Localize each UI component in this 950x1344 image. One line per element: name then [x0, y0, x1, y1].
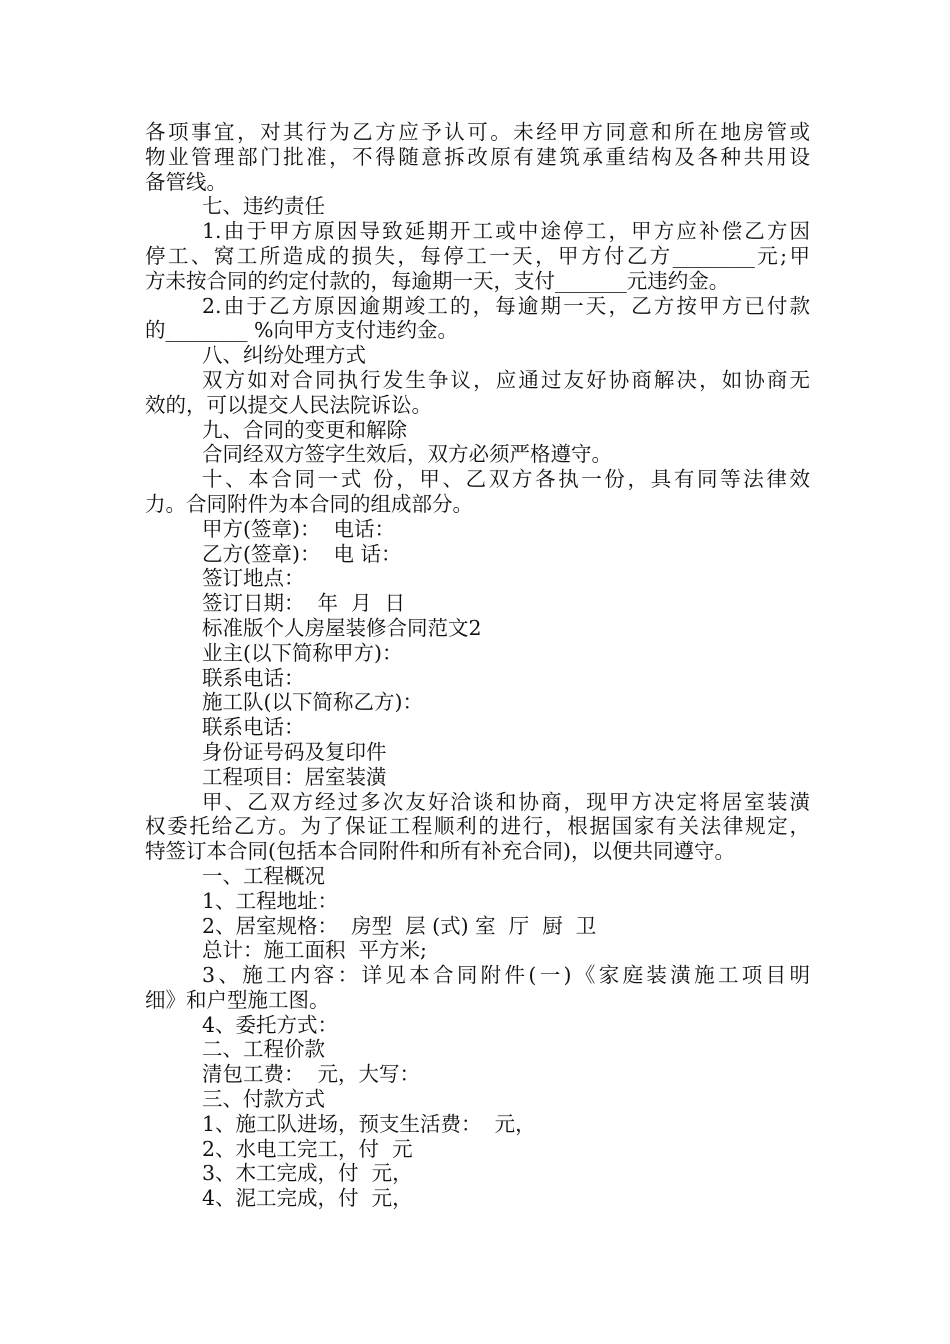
text-line: 联系电话：	[202, 665, 305, 690]
document-page	[145, 120, 810, 1211]
text-line: 甲、乙双方经过多次友好洽谈和协商，现甲方决定将居室装潢	[202, 789, 810, 814]
text-line: 3、木工完成，付 元，	[202, 1161, 413, 1186]
text-line: 甲方(签章)： 电话：	[202, 516, 396, 541]
text-line: 签订地点：	[202, 566, 305, 591]
text-line: 业主(以下简称甲方)：	[202, 640, 403, 665]
text-line: 方未按合同的约定付款的，每逾期一天，支付_______元违约金。	[145, 268, 730, 293]
text-line: 十、本合同一式 份，甲、乙双方各执一份，具有同等法律效	[202, 467, 810, 492]
text-line: 1.由于甲方原因导致延期开工或中途停工，甲方应补偿乙方因	[202, 219, 810, 244]
text-line: 联系电话：	[202, 715, 305, 740]
text-line: 力。合同附件为本合同的组成部分。	[145, 491, 473, 516]
text-line: 二、工程价款	[202, 1037, 325, 1062]
text-line: 合同经双方签字生效后，双方必须严格遵守。	[202, 442, 612, 467]
text-line: 2.由于乙方原因逾期竣工的，每逾期一天，乙方按甲方已付款	[202, 293, 810, 318]
text-line: 1、工程地址：	[202, 888, 339, 913]
text-line: 细》和户型施工图。	[145, 987, 330, 1012]
text-line: 清包工费： 元，大写：	[202, 1062, 421, 1087]
text-line: 权委托给乙方。为了保证工程顺利的进行，根据国家有关法律规定，	[145, 814, 810, 839]
text-line: 各项事宜，对其行为乙方应予认可。未经甲方同意和所在地房管或	[145, 120, 810, 144]
text-line: 停工、窝工所造成的损失，每停工一天，甲方付乙方________元;甲	[145, 243, 810, 268]
text-line: 施工队(以下简称乙方)：	[202, 690, 423, 715]
text-line: 1、施工队进场，预支生活费： 元，	[202, 1111, 536, 1136]
text-line: 七、违约责任	[202, 194, 325, 219]
text-line: 4、委托方式：	[202, 1012, 339, 1037]
text-line: 身份证号码及复印件	[202, 739, 387, 764]
text-line: 备管线。	[145, 169, 227, 194]
text-line: 的________ %向甲方支付违约金。	[145, 318, 458, 343]
text-line: 标准版个人房屋装修合同范文2	[202, 615, 482, 640]
text-line: 双方如对合同执行发生争议，应通过友好协商解决，如协商无	[202, 367, 810, 392]
text-line: 三、付款方式	[202, 1087, 325, 1112]
text-line: 工程项目：居室装潢	[202, 764, 387, 789]
text-line: 2、居室规格： 房型 层 (式) 室 厅 厨 卫	[202, 913, 597, 938]
text-line: 八、纠纷处理方式	[202, 343, 366, 368]
text-line: 一、工程概况	[202, 863, 325, 888]
text-line: 特签订本合同(包括本合同附件和所有补充合同)，以便共同遵守。	[145, 839, 735, 864]
text-line: 总计：施工面积 平方米;	[202, 938, 427, 963]
text-line: 4、泥工完成，付 元，	[202, 1186, 413, 1211]
text-line: 3、施工内容：详见本合同附件(一)《家庭装潢施工项目明	[202, 963, 810, 988]
text-line: 乙方(签章)： 电 话：	[202, 541, 402, 566]
text-line: 物业管理部门批准，不得随意拆改原有建筑承重结构及各种共用设	[145, 144, 810, 169]
text-line: 效的，可以提交人民法院诉讼。	[145, 392, 432, 417]
text-line: 九、合同的变更和解除	[202, 417, 407, 442]
text-line: 签订日期： 年 月 日	[202, 591, 406, 616]
text-line: 2、水电工完工，付 元	[202, 1136, 413, 1161]
